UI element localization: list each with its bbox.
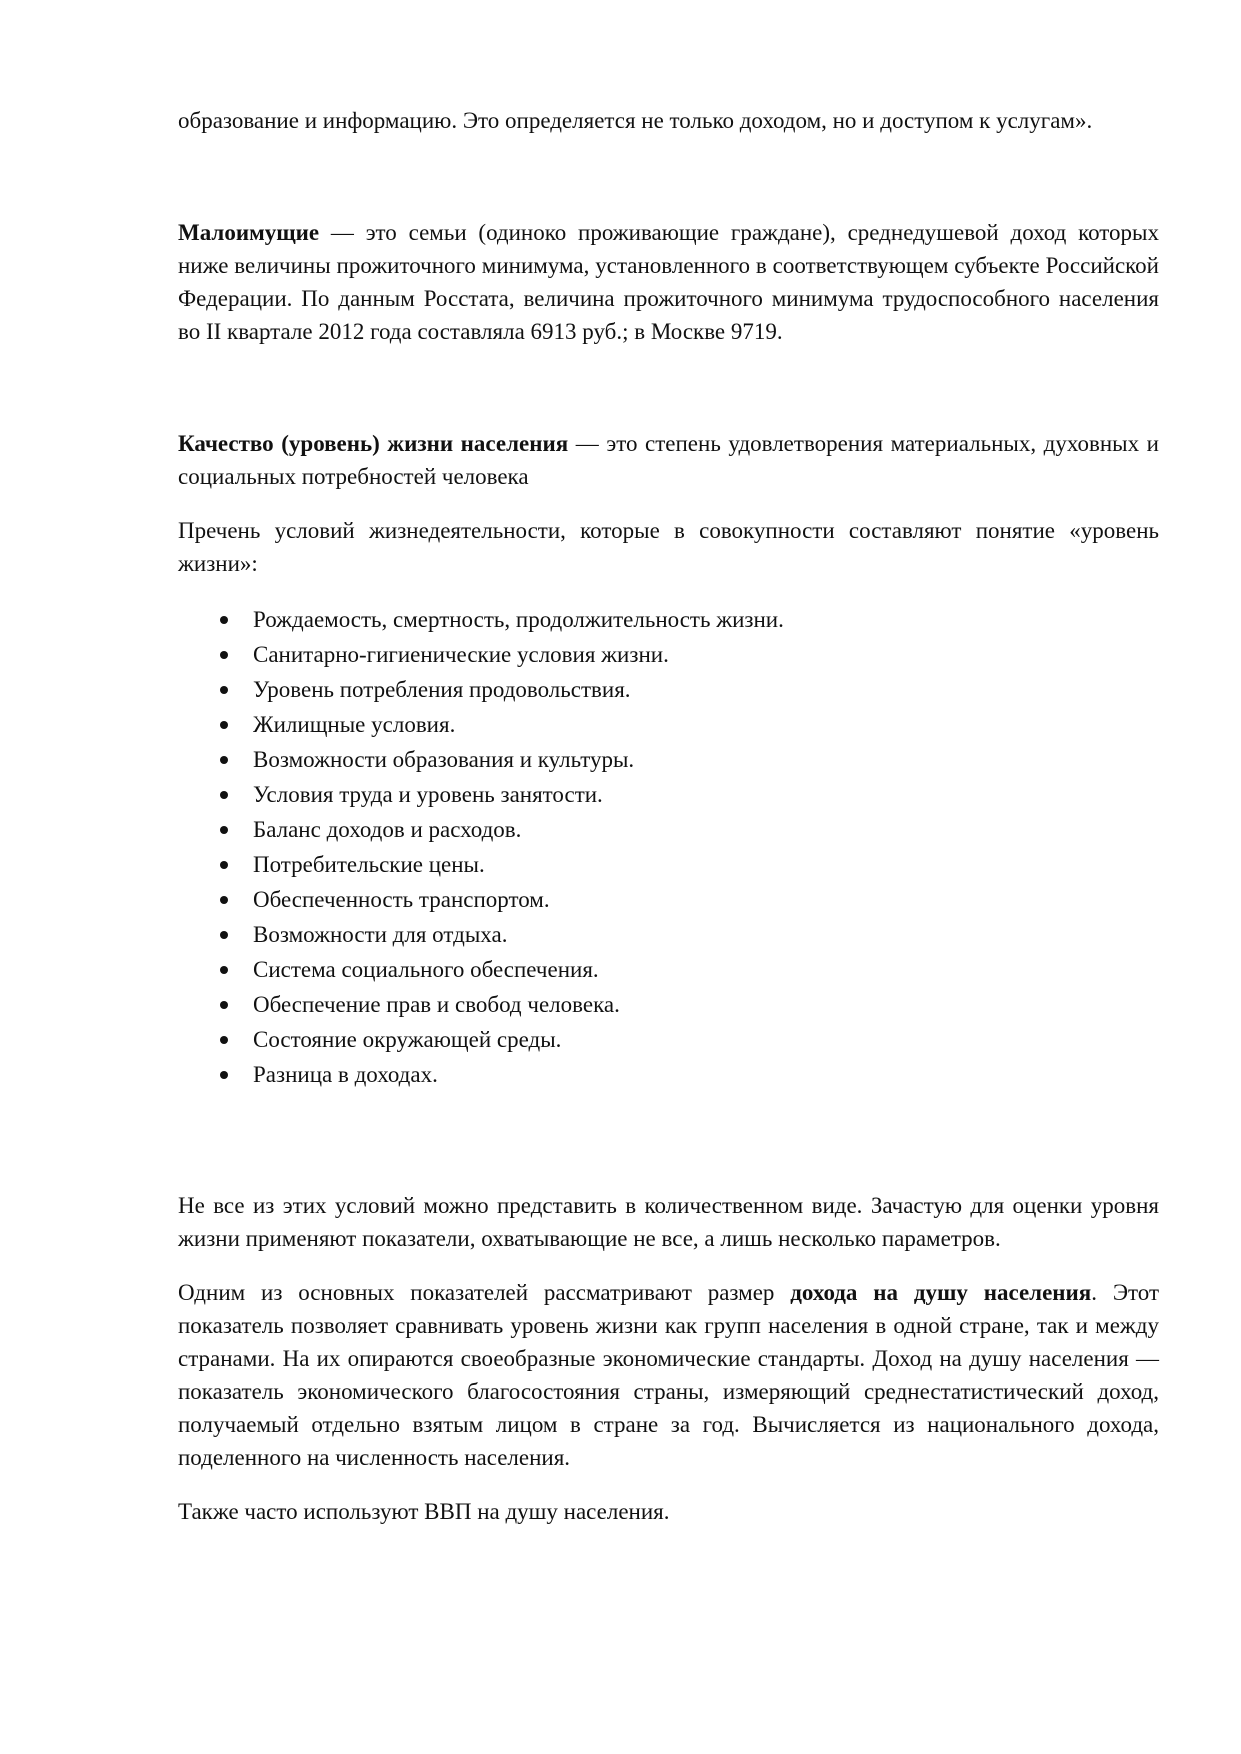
list-item xyxy=(178,847,1159,882)
list-item xyxy=(178,602,1159,637)
income-paragraph xyxy=(178,1276,1159,1474)
list-item xyxy=(178,987,1159,1022)
bullet-icon xyxy=(220,721,228,729)
list-item xyxy=(178,882,1159,917)
bullet-icon xyxy=(220,931,228,939)
list-item xyxy=(178,917,1159,952)
list-item-text: Баланс доходов и расходов. xyxy=(253,817,522,842)
bullet-icon xyxy=(220,1071,228,1079)
poor-definition-text: — это семьи (одиноко проживающие граждане), среднедушевой доход которых ниже величины прожиточного минимума, установленного в соответствующем субъекте Российской Федерации. По данным Росстата, величина прожиточного минимума трудоспособного населения во II квартале 2012 года составляла 6913 руб.; в Москве 9719. xyxy=(178,220,1159,344)
list-item-text: Уровень потребления продовольствия. xyxy=(253,677,631,702)
list-item-text: Жилищные условия. xyxy=(253,712,456,737)
spacer xyxy=(178,348,1159,427)
quality-definition-text: — это степень удовлетворения материальных, духовных и социальных потребностей человека xyxy=(178,431,1159,489)
bullet-icon xyxy=(220,1036,228,1044)
bullet-icon xyxy=(220,756,228,764)
intro-paragraph xyxy=(178,104,1159,137)
measurement-paragraph xyxy=(178,1189,1159,1255)
gdp-paragraph xyxy=(178,1495,1159,1528)
conditions-list xyxy=(178,602,1159,1092)
spacer xyxy=(178,137,1159,216)
bullet-icon xyxy=(220,861,228,869)
document-page xyxy=(178,104,1159,1528)
quality-definition-term: Качество (уровень) жизни населения xyxy=(178,431,569,456)
list-item-text: Рождаемость, смертность, продолжительность жизни. xyxy=(253,607,784,632)
income-text-before: Одним из основных показателей рассматривают размер xyxy=(178,1280,791,1305)
bullet-icon xyxy=(220,1001,228,1009)
list-item-text: Возможности для отдыха. xyxy=(253,922,508,947)
spacer xyxy=(178,1474,1159,1495)
list-item xyxy=(178,707,1159,742)
list-item-text: Обеспечение прав и свобод человека. xyxy=(253,992,620,1017)
list-item xyxy=(178,742,1159,777)
list-item-text: Условия труда и уровень занятости. xyxy=(253,782,603,807)
measurement-text: Не все из этих условий можно представить в количественном виде. Зачастую для оценки уровня жизни применяют показатели, охватывающие не все, а лишь несколько параметров. xyxy=(178,1193,1159,1251)
list-item xyxy=(178,672,1159,707)
list-item xyxy=(178,1057,1159,1092)
quality-definition-paragraph xyxy=(178,427,1159,493)
list-item-text: Обеспеченность транспортом. xyxy=(253,887,550,912)
list-item-text: Санитарно-гигиенические условия жизни. xyxy=(253,642,669,667)
spacer xyxy=(178,1092,1159,1189)
list-item xyxy=(178,812,1159,847)
bullet-icon xyxy=(220,966,228,974)
spacer xyxy=(178,493,1159,514)
list-item xyxy=(178,1022,1159,1057)
bullet-icon xyxy=(220,826,228,834)
list-item-text: Состояние окружающей среды. xyxy=(253,1027,562,1052)
income-term: дохода на душу населения xyxy=(790,1280,1092,1305)
poor-definition-term: Малоимущие xyxy=(178,220,320,245)
list-item-text: Возможности образования и культуры. xyxy=(253,747,635,772)
list-item xyxy=(178,952,1159,987)
list-item-text: Система социального обеспечения. xyxy=(253,957,599,982)
gdp-text: Также часто используют ВВП на душу населения. xyxy=(178,1499,670,1524)
list-intro-text: Пречень условий жизнедеятельности, которые в совокупности составляют понятие «уровень жизни»: xyxy=(178,518,1159,576)
income-text-after: . Этот показатель позволяет сравнивать уровень жизни как групп населения в одной стране, так и между странами. На их опираются своеобразные экономические стандарты. Доход на душу населения — показатель экономического благосостояния страны, измеряющий среднестатистический доход, получаемый отдельно взятым лицом в стране за год. Вычисляется из национального дохода, поделенного на численность населения. xyxy=(178,1280,1159,1470)
spacer xyxy=(178,1255,1159,1276)
list-intro-paragraph xyxy=(178,514,1159,580)
bullet-icon xyxy=(220,791,228,799)
list-item-text: Разница в доходах. xyxy=(253,1062,438,1087)
list-item xyxy=(178,777,1159,812)
bullet-icon xyxy=(220,651,228,659)
intro-text: образование и информацию. Это определяется не только доходом, но и доступом к услугам». xyxy=(178,108,1093,133)
list-item xyxy=(178,637,1159,672)
spacer xyxy=(178,580,1159,602)
bullet-icon xyxy=(220,686,228,694)
bullet-icon xyxy=(220,616,228,624)
list-item-text: Потребительские цены. xyxy=(253,852,485,877)
poor-definition-paragraph xyxy=(178,216,1159,348)
bullet-icon xyxy=(220,896,228,904)
